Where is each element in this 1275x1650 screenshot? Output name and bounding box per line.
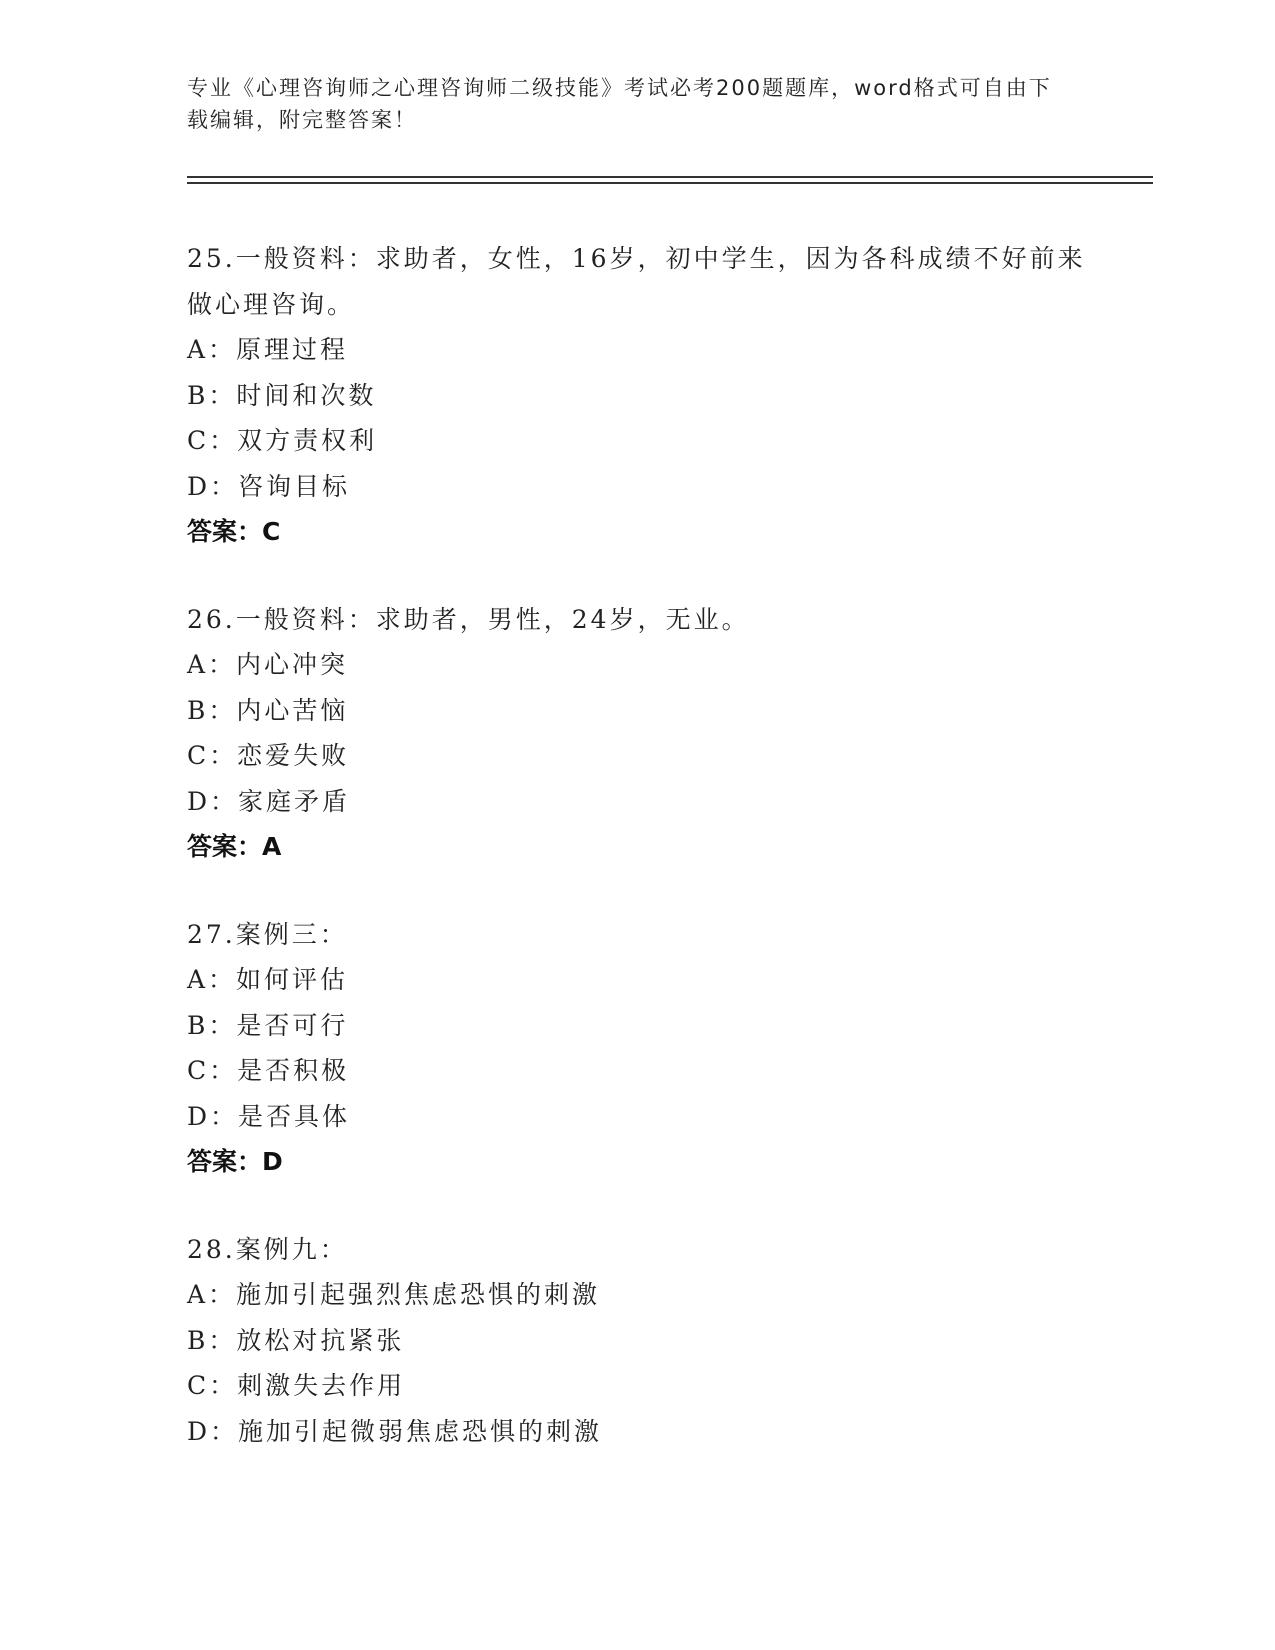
question-28 xyxy=(187,1227,1087,1455)
question-list xyxy=(187,236,1087,1496)
option-b: B：放松对抗紧张 xyxy=(187,1325,405,1355)
answer: 答案：D xyxy=(187,1147,283,1176)
option-a: A：施加引起强烈焦虑恐惧的刺激 xyxy=(187,1280,601,1309)
document-intro: 专业《心理咨询师之心理咨询师二级技能》考试必考200题题库，word格式可自由下载编辑，附完整答案！ xyxy=(187,76,1052,132)
option-c: C：是否积极 xyxy=(187,1056,350,1085)
option-b: B：时间和次数 xyxy=(187,380,377,410)
question-26 xyxy=(187,597,1087,870)
option-b: B：内心苦恼 xyxy=(187,695,349,725)
option-d: D：家庭矛盾 xyxy=(187,786,351,816)
question-text: 28.案例九： xyxy=(187,1234,348,1264)
option-a: A：内心冲突 xyxy=(187,650,349,679)
option-b: B：是否可行 xyxy=(187,1010,349,1040)
option-c: C：刺激失去作用 xyxy=(187,1371,406,1400)
question-27 xyxy=(187,912,1087,1185)
header-rule-top xyxy=(187,176,1153,178)
option-d: D：咨询目标 xyxy=(187,471,351,501)
option-c: C：恋爱失败 xyxy=(187,741,350,770)
question-text: 26.一般资料：求助者，男性，24岁，无业。 xyxy=(187,604,750,634)
answer: 答案：A xyxy=(187,832,282,861)
question-text: 27.案例三： xyxy=(187,919,348,949)
option-c: C：双方责权利 xyxy=(187,426,378,455)
option-d: D：施加引起微弱焦虑恐惧的刺激 xyxy=(187,1416,603,1446)
answer: 答案：C xyxy=(187,517,281,546)
question-text: 25.一般资料：求助者，女性，16岁，初中学生，因为各科成绩不好前来做心理咨询。 xyxy=(187,244,1086,319)
option-d: D：是否具体 xyxy=(187,1101,351,1131)
header-rule-bottom xyxy=(187,182,1153,184)
question-25 xyxy=(187,236,1087,555)
option-a: A：如何评估 xyxy=(187,965,349,994)
option-a: A：原理过程 xyxy=(187,335,349,364)
